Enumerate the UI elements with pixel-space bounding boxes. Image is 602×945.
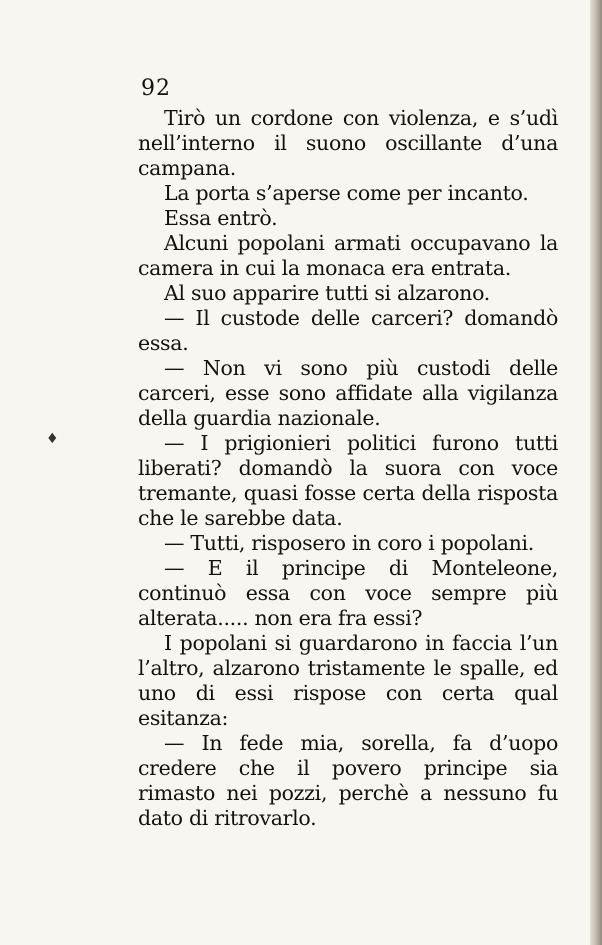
paragraph: La porta s’aperse come per incanto. <box>164 181 529 205</box>
paragraph: — Tutti, risposero in coro i popolani. <box>164 531 535 555</box>
body-text <box>138 106 558 831</box>
margin-mark-icon: ♦ <box>46 431 59 447</box>
paragraph: Al suo apparire tutti si alzarono. <box>164 281 490 305</box>
paragraph: — Non vi sono più custodi delle carceri, esse sono affidate alla vigilanza della guardia nazionale. <box>138 356 558 430</box>
page-edge <box>590 0 602 945</box>
paragraph: Essa entrò. <box>164 206 278 230</box>
paragraph: Alcuni popolani armati occupavano la camera in cui la monaca era entrata. <box>138 231 558 280</box>
paragraph: — E il principe di Monteleone, continuò essa con voce sempre più alterata..... non era fra essi? <box>138 556 558 630</box>
paragraph: — In fede mia, sorella, fa d’uopo credere che il povero principe sia rimasto nei pozzi, perchè a nessuno fu dato di ritrovarlo. <box>138 731 558 830</box>
paragraph: I popolani si guardarono in faccia l’un l’altro, alzarono tristamente le spalle, ed uno di essi rispose con certa qual esitanza: <box>138 631 558 730</box>
paragraph: Tirò un cordone con violenza, e s’udì nell’interno il suono oscillante d’una campana. <box>138 106 558 180</box>
paragraph: — Il custode delle carceri? domandò essa. <box>138 306 558 355</box>
page-number: 92 <box>141 76 171 101</box>
paragraph: — I prigionieri politici furono tutti liberati? domandò la suora con voce tremante, quasi fosse certa della risposta che le sarebbe data. <box>138 431 558 530</box>
